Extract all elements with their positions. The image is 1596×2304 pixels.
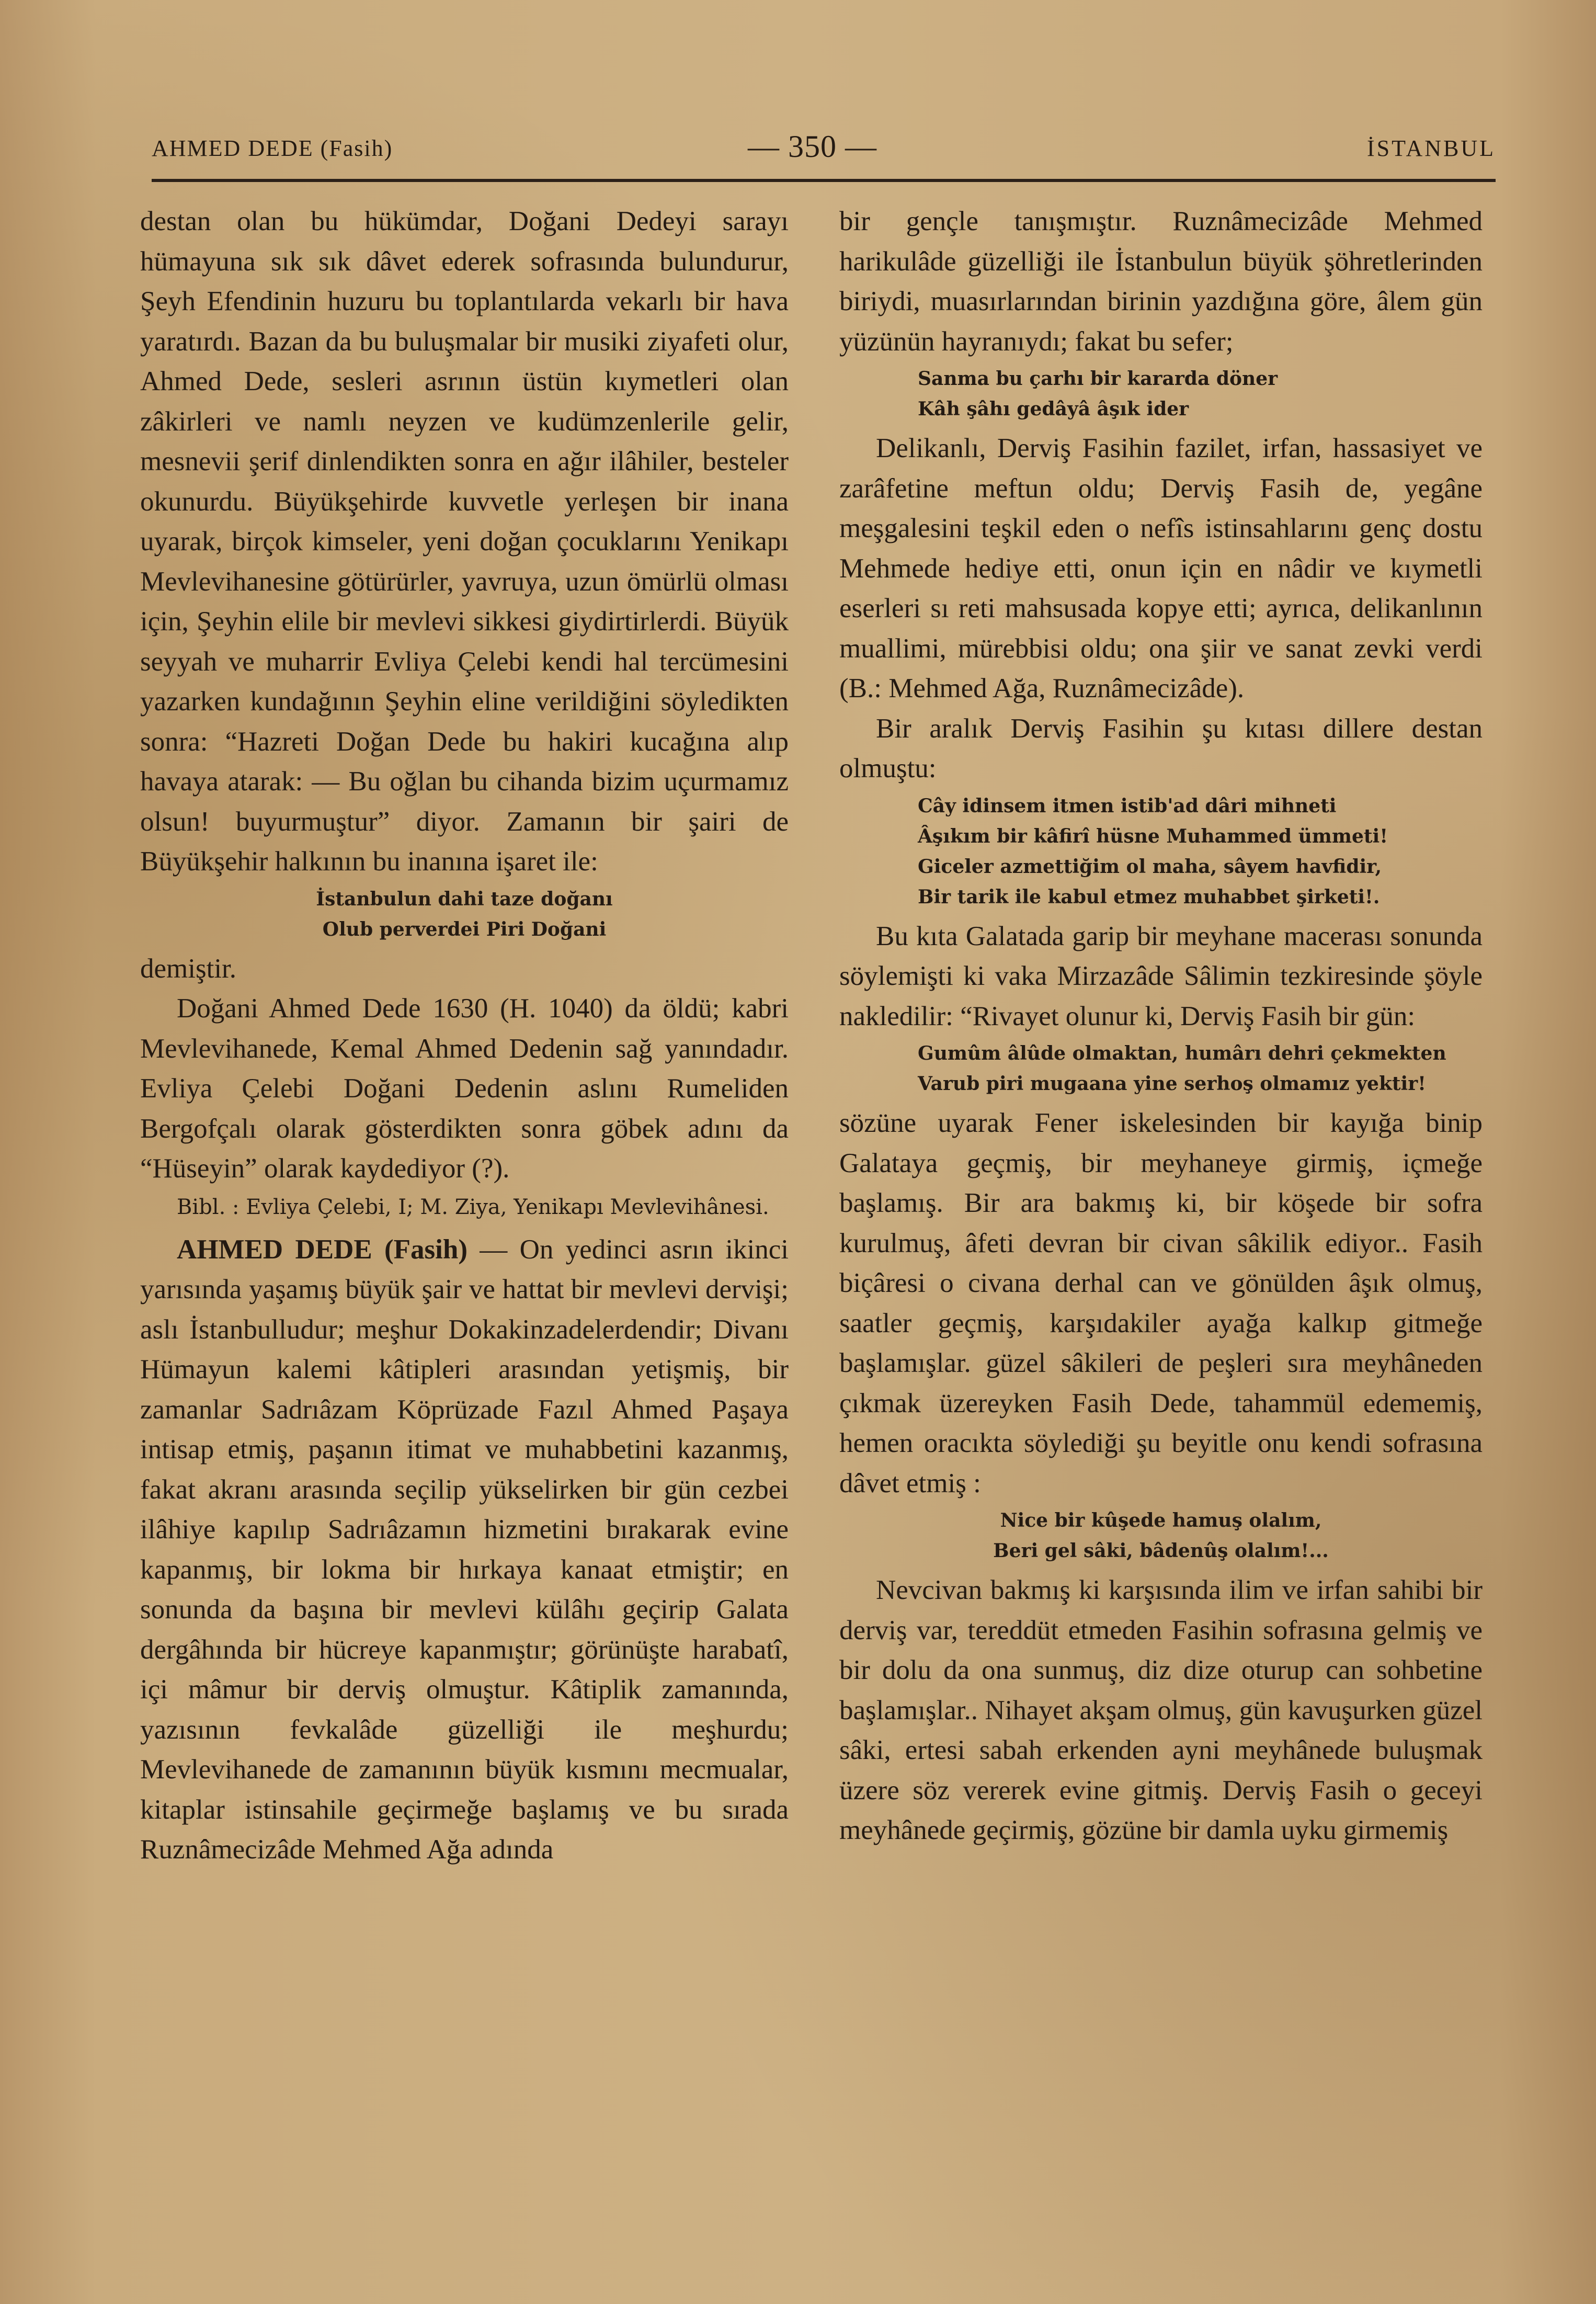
verse [140,884,789,945]
verse-line: Âşıkım bir kâfirî hüsne Muhammed ümmeti! [918,825,1388,847]
entry-paragraph [140,1230,789,1870]
paragraph: bir gençle tanışmıştır. Ruznâmecizâde Mehmed harikulâde güzelliği ile İstanbulun büyük şöhretlerinden biriydi, muasırlarından birinin yazdığına göre, âlem gün yüzünün hayranıydı; fakat bu sefer; [839,206,1483,357]
verse-line: Varub piri mugaana yine serhoş olmamız yektir! [918,1073,1426,1095]
right-column [839,201,1483,1851]
verse-line: Olub perverdei Piri Doğani [322,918,607,940]
verse [839,791,1483,912]
verse-line: Kâh şâhı gedâyâ âşık ider [918,398,1189,420]
header-section: İSTANBUL [1366,135,1496,161]
page-number: — 350 — [748,129,877,164]
paragraph: Delikanlı, Derviş Fasihin fazilet, irfan, hassasiyet ve zarâfetine meftun oldu; Derviş Fasih de, yegâne meşgalesini teşkil eden o nefîs istinsahlarını genç dostu Mehmede hediye etti, onun için en nâdir ve kıymetli eserleri sı reti mahsusada kopye etti; ayrıca, delikanlının muallimi, mürebbisi oldu; ona şiir ve sanat zevki verdi (B.: Mehmed Ağa, Ruznâmecizâde). [839,433,1483,703]
verse-line: Beri gel sâki, bâdenûş olalım!... [993,1540,1329,1562]
entry-text: — On yedinci asrın ikinci yarısında yaşamış büyük şair ve hattat bir mevlevi dervişi; aslı İstanbulludur; meşhur Dokakinzadelerdendir; Divanı Hümayun kalemi kâtipleri arasından yetişmiş, bir zamanlar Sadrıâzam Köprüzade Fazıl Ahmed Paşaya intisap etmiş, paşanın itimat ve muhabbetini kazanmış, fakat akranı arasında seçilip yükselirken bir gün cezbei ilâhiye kapılıp Sadrıâzamın hizmetini bırakarak evine kapanmış, bir lokma bir hırkaya kanaat etmiştir; en sonunda da başına bir mevlevi külâhı geçirip Galata dergâhında bir hücreye kapanmıştır; görünüşte harabatî, içi mâmur bir derviş olmuştur. Kâtiplik zamanında, yazısının fevkalâde güzelliği ile meşhurdu; Mevlevihanede de zamanının büyük kısmını mecmualar, kitaplar istinsahile geçirmeğe başlamış ve bu sırada Ruznâmecizâde Mehmed Ağa adında [140,1234,789,1865]
verse-line: İstanbulun dahi taze doğanı [316,888,613,910]
verse-line: Nice bir kûşede hamuş olalım, [1000,1509,1322,1531]
verse [839,364,1483,424]
verse-line: Giceler azmettiğim ol maha, sâyem havfidir, [918,855,1382,878]
verse-line: Gumûm âlûde olmaktan, humârı dehri çekmekten [918,1042,1446,1064]
paragraph: sözüne uyarak Fener iskelesinden bir kayığa binip Galataya geçmiş, bir meyhaneye girmiş, içmeğe başlamış. Bir ara bakmış ki, bir köşede bir sofra kurulmuş, âfeti devran bir civan sâkilik ediyor.. Fasih biçâresi o civana derhal can ve gönülden âşık olmuş, saatler geçmiş, karşıdakiler ayağa kalkıp gitmeğe başlamışlar. güzel sâkileri de peşleri sıra meyhâneden çıkmak üzereyken Fasih Dede, tahammül edememiş, hemen oracıkta söylediği şu beyitle onu kendi sofrasına dâvet etmiş : [839,1108,1483,1499]
running-header [152,126,1496,173]
paragraph: Bu kıta Galatada garip bir meyhane macerası sonunda söylemişti ki vaka Mirzazâde Sâlimin tezkiresinde şöyle nakledilir: “Rivayet olunur ki, Derviş Fasih bir gün: [839,921,1483,1031]
header-entry-title: AHMED DEDE (Fasih) [152,135,393,161]
verse [839,1038,1483,1099]
verse-line: Sanma bu çarhı bir kararda döner [918,368,1278,390]
paragraph: demiştir. [140,953,237,984]
paragraph: Bir aralık Derviş Fasihin şu kıtası dillere destan olmuştu: [839,713,1483,784]
paragraph: destan olan bu hükümdar, Doğani Dedeyi sarayı hümayuna sık sık dâvet ederek sofrasında bulundurur, Şeyh Efendinin huzuru bu toplantılarda vekarlı bir hava yaratırdı. Bazan da bu buluşmalar bir musiki ziyafeti olur, Ahmed Dede, sesleri asrının üstün kıymetleri olan zâkirleri ve namlı neyzen ve kudümzenlerile gelir, mesnevii şerif dinlendikten sonra en ağır ilâhiler, besteler okunurdu. Büyükşehirde kuvvetle yerleşen bir inana uyarak, birçok kimseler, yeni doğan çocuklarını Yenikapı Mevlevihanesine götürürler, yavruya, uzun ömürlü olması için, Şeyhin elile bir mevlevi sikkesi giydirtirlerdi. Büyük seyyah ve muharrir Evliya Çelebi kendi hal tercümesini yazarken kundağının Şeyhin eline verildiğini söyledikten sonra: “Hazreti Doğan Dede bu hakiri kucağına alıp havaya atarak: — Bu oğlan bu cihanda bizim uçurmamız olsun! buyurmuştur” diyor. Zamanın bir şairi de Büyükşehir halkının bu inanına işaret ile: [140,206,789,877]
verse [839,1505,1483,1566]
entry-heading: AHMED DEDE (Fasih) [177,1234,468,1265]
paragraph: Doğani Ahmed Dede 1630 (H. 1040) da öldü; kabri Mevlevihanede, Kemal Ahmed Dedenin sağ yanındadır. Evliya Çelebi Doğani Dedenin aslını Rumeliden Bergofçalı olarak gösterdikten sonra göbek adını da “Hüseyin” olarak kaydediyor (?). [140,993,789,1184]
verse-line: Cây idinsem itmen istib'ad dâri mihneti [918,795,1337,817]
bibliography: Bibl. : Evliya Çelebi, I; M. Ziya, Yenikapı Mevlevihânesi. [177,1195,769,1219]
paragraph: Nevcivan bakmış ki karşısında ilim ve irfan sahibi bir derviş var, tereddüt etmeden Fasihin sofrasına gelmiş ve bir dolu da ona sunmuş, diz dize oturup can sohbetine başlamışlar.. Nihayet akşam olmuş, gün kavuşurken güzel sâki, ertesi sabah erkenden ayni meyhânede buluşmak üzere söz vererek evine gitmiş. Derviş Fasih o geceyi meyhânede geçirmiş, gözüne bir damla uyku girmemiş [839,1575,1483,1845]
header-rule [152,179,1496,182]
left-column [140,201,789,1870]
verse-line: Bir tarik ile kabul etmez muhabbet şirketi!. [918,886,1380,908]
